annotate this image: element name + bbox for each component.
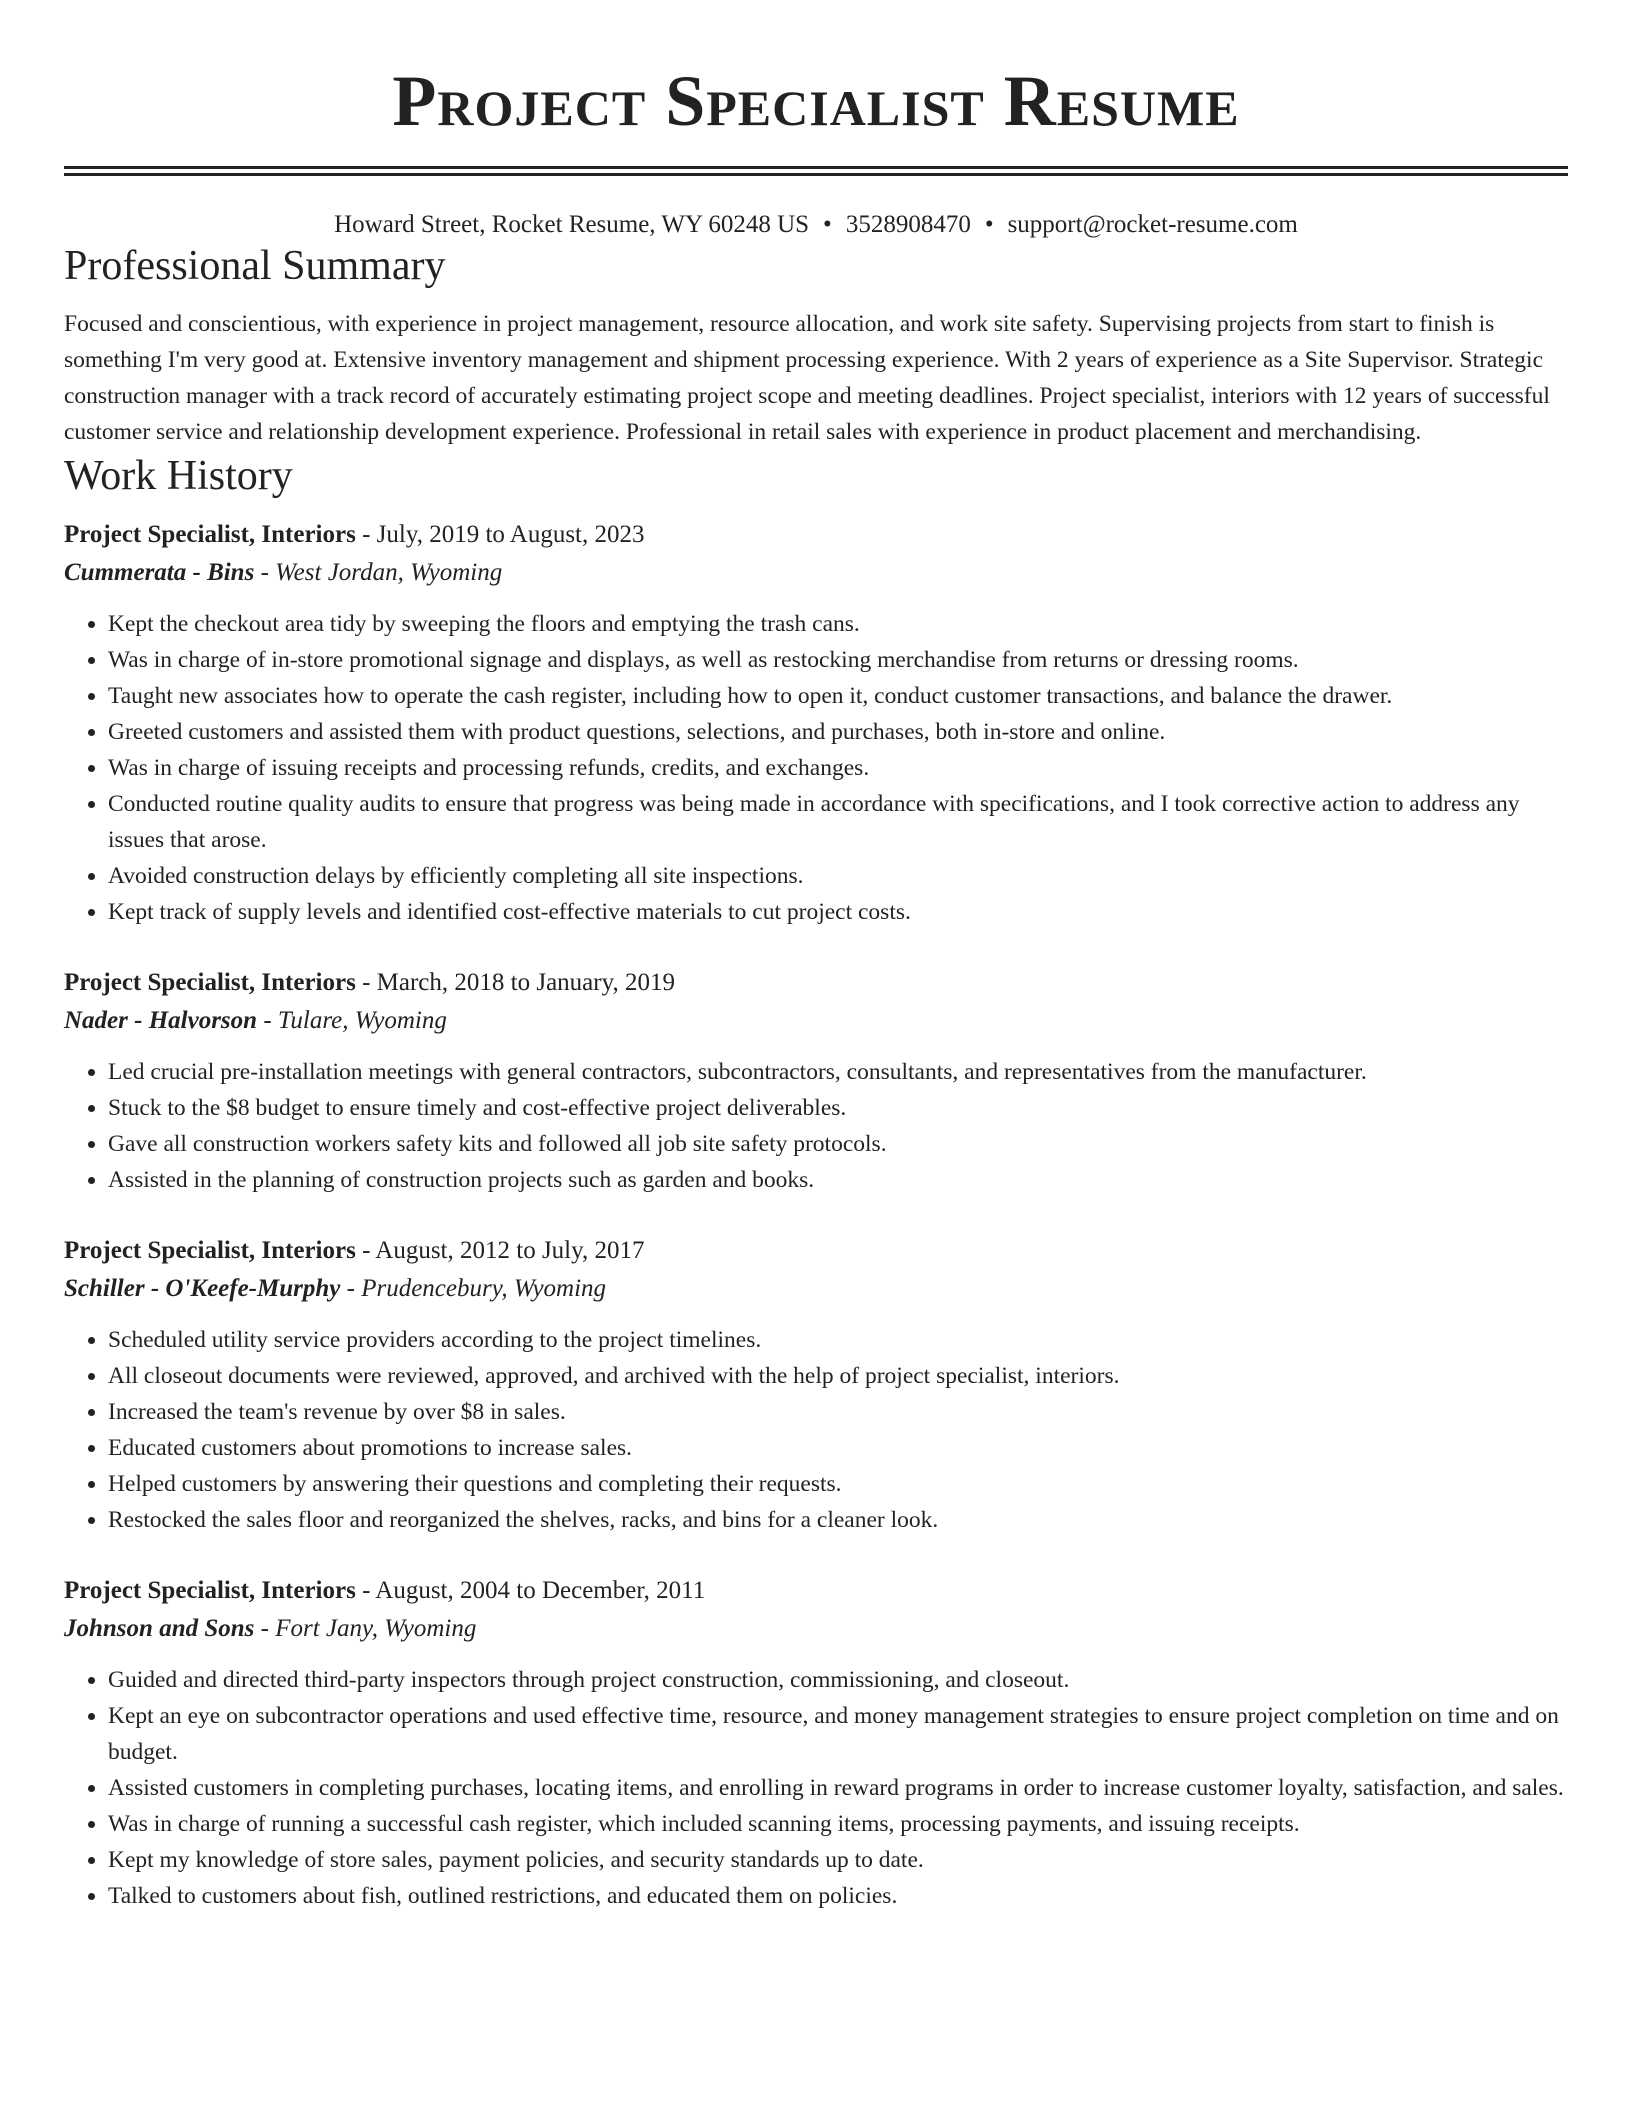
job-entry [64, 1232, 1568, 1538]
job-entry [64, 1572, 1568, 1914]
duty-item: • Talked to customers about fish, outlined restrictions, and educated them on policies. [108, 1878, 1568, 1914]
duty-item: • Stuck to the $8 budget to ensure timely and cost-effective project deliverables. [108, 1090, 1568, 1126]
job-title: Project Specialist, Interiors [64, 969, 356, 996]
contact-line [64, 210, 1568, 240]
duty-item: • Assisted in the planning of construction projects such as garden and books. [108, 1162, 1568, 1198]
duty-item: • Was in charge of issuing receipts and processing refunds, credits, and exchanges. [108, 750, 1568, 786]
job-location: - West Jordan, Wyoming [254, 559, 503, 586]
summary-heading: Professional Summary [64, 243, 446, 289]
job-entry [64, 516, 1568, 930]
duty-item: • Assisted customers in completing purchases, locating items, and enrolling in reward programs in order to increase customer loyalty, satisfaction, and sales. [108, 1770, 1568, 1806]
duty-item: • Scheduled utility service providers according to the project timelines. [108, 1322, 1568, 1358]
contact-email: support@rocket-resume.com [1007, 211, 1298, 238]
duty-item: • Restocked the sales floor and reorganized the shelves, racks, and bins for a cleaner look. [108, 1502, 1568, 1538]
job-dates: - August, 2004 to December, 2011 [355, 1577, 706, 1604]
job-list [64, 516, 1568, 1914]
contact-address: Howard Street, Rocket Resume, WY 60248 US [334, 211, 810, 238]
job-header [64, 964, 1568, 1002]
duty-item: • Greeted customers and assisted them with product questions, selections, and purchases, both in-store and online. [108, 714, 1568, 750]
job-header [64, 516, 1568, 554]
job-duties [64, 1662, 1568, 1914]
job-duties [64, 606, 1568, 930]
job-duties [64, 1322, 1568, 1538]
duty-item: • Taught new associates how to operate the cash register, including how to open it, conduct customer transactions, and balance the drawer. [108, 678, 1568, 714]
title-divider [64, 166, 1568, 176]
job-title: Project Specialist, Interiors [64, 521, 356, 548]
duty-item: • Kept my knowledge of store sales, payment policies, and security standards up to date. [108, 1842, 1568, 1878]
job-employer [64, 554, 1568, 592]
job-company: Nader - Halvorson [64, 1007, 258, 1034]
job-employer [64, 1002, 1568, 1040]
duty-item: • Led crucial pre-installation meetings with general contractors, subcontractors, consultants, and representatives from the manufacturer. [108, 1054, 1568, 1090]
job-entry [64, 964, 1568, 1198]
duty-item: • Conducted routine quality audits to ensure that progress was being made in accordance with specifications, and I took corrective action to address any issues that arose. [108, 786, 1568, 858]
job-dates: - July, 2019 to August, 2023 [355, 521, 645, 548]
job-employer [64, 1270, 1568, 1308]
job-company: Schiller - O'Keefe-Murphy [64, 1275, 341, 1302]
duty-item: • Kept an eye on subcontractor operations and used effective time, resource, and money management strategies to ensure project completion on time and on budget. [108, 1698, 1568, 1770]
job-employer [64, 1610, 1568, 1648]
duty-item: • Kept the checkout area tidy by sweeping the floors and emptying the trash cans. [108, 606, 1568, 642]
job-header [64, 1572, 1568, 1610]
job-title: Project Specialist, Interiors [64, 1237, 356, 1264]
job-location: - Tulare, Wyoming [257, 1007, 447, 1034]
duty-item: • Guided and directed third-party inspectors through project construction, commissioning, and closeout. [108, 1662, 1568, 1698]
job-company: Cummerata - Bins [64, 559, 255, 586]
resume-page [64, 0, 1568, 1914]
work-history-heading: Work History [64, 453, 293, 499]
duty-item: • Was in charge of running a successful cash register, which included scanning items, processing payments, and issuing receipts. [108, 1806, 1568, 1842]
job-dates: - March, 2018 to January, 2019 [355, 969, 675, 996]
job-company: Johnson and Sons [64, 1615, 255, 1642]
job-location: - Prudencebury, Wyoming [340, 1275, 607, 1302]
duty-item: • Increased the team's revenue by over $8 in sales. [108, 1394, 1568, 1430]
job-title: Project Specialist, Interiors [64, 1577, 356, 1604]
contact-separator: • [984, 211, 994, 238]
job-header [64, 1232, 1568, 1270]
job-duties [64, 1054, 1568, 1198]
contact-phone: 3528908470 [845, 211, 971, 238]
duty-item: • Gave all construction workers safety kits and followed all job site safety protocols. [108, 1126, 1568, 1162]
job-dates: - August, 2012 to July, 2017 [355, 1237, 645, 1264]
duty-item: • Was in charge of in-store promotional signage and displays, as well as restocking merchandise from returns or dressing rooms. [108, 642, 1568, 678]
duty-item: • All closeout documents were reviewed, approved, and archived with the help of project specialist, interiors. [108, 1358, 1568, 1394]
job-location: - Fort Jany, Wyoming [254, 1615, 477, 1642]
contact-separator: • [823, 211, 832, 238]
duty-item: • Kept track of supply levels and identified cost-effective materials to cut project costs. [108, 894, 1568, 930]
duty-item: • Helped customers by answering their questions and completing their requests. [108, 1466, 1568, 1502]
summary-text: Focused and conscientious, with experience in project management, resource allocation, and work site safety. Supervising projects from start to finish is something I'm very good at. Extensive inventory management and shipment processing experience. With 2 years of experience as a Site Supervisor. Strategic construction manager with a track record of accurately estimating project scope and meeting deadlines. Project specialist, interiors with 12 years of successful customer service and relationship development experience. Professional in retail sales with experience in product placement and merchandising. [64, 311, 1550, 445]
duty-item: • Avoided construction delays by efficiently completing all site inspections. [108, 858, 1568, 894]
duty-item: • Educated customers about promotions to increase sales. [108, 1430, 1568, 1466]
resume-title: Project Specialist Resume [392, 61, 1240, 141]
